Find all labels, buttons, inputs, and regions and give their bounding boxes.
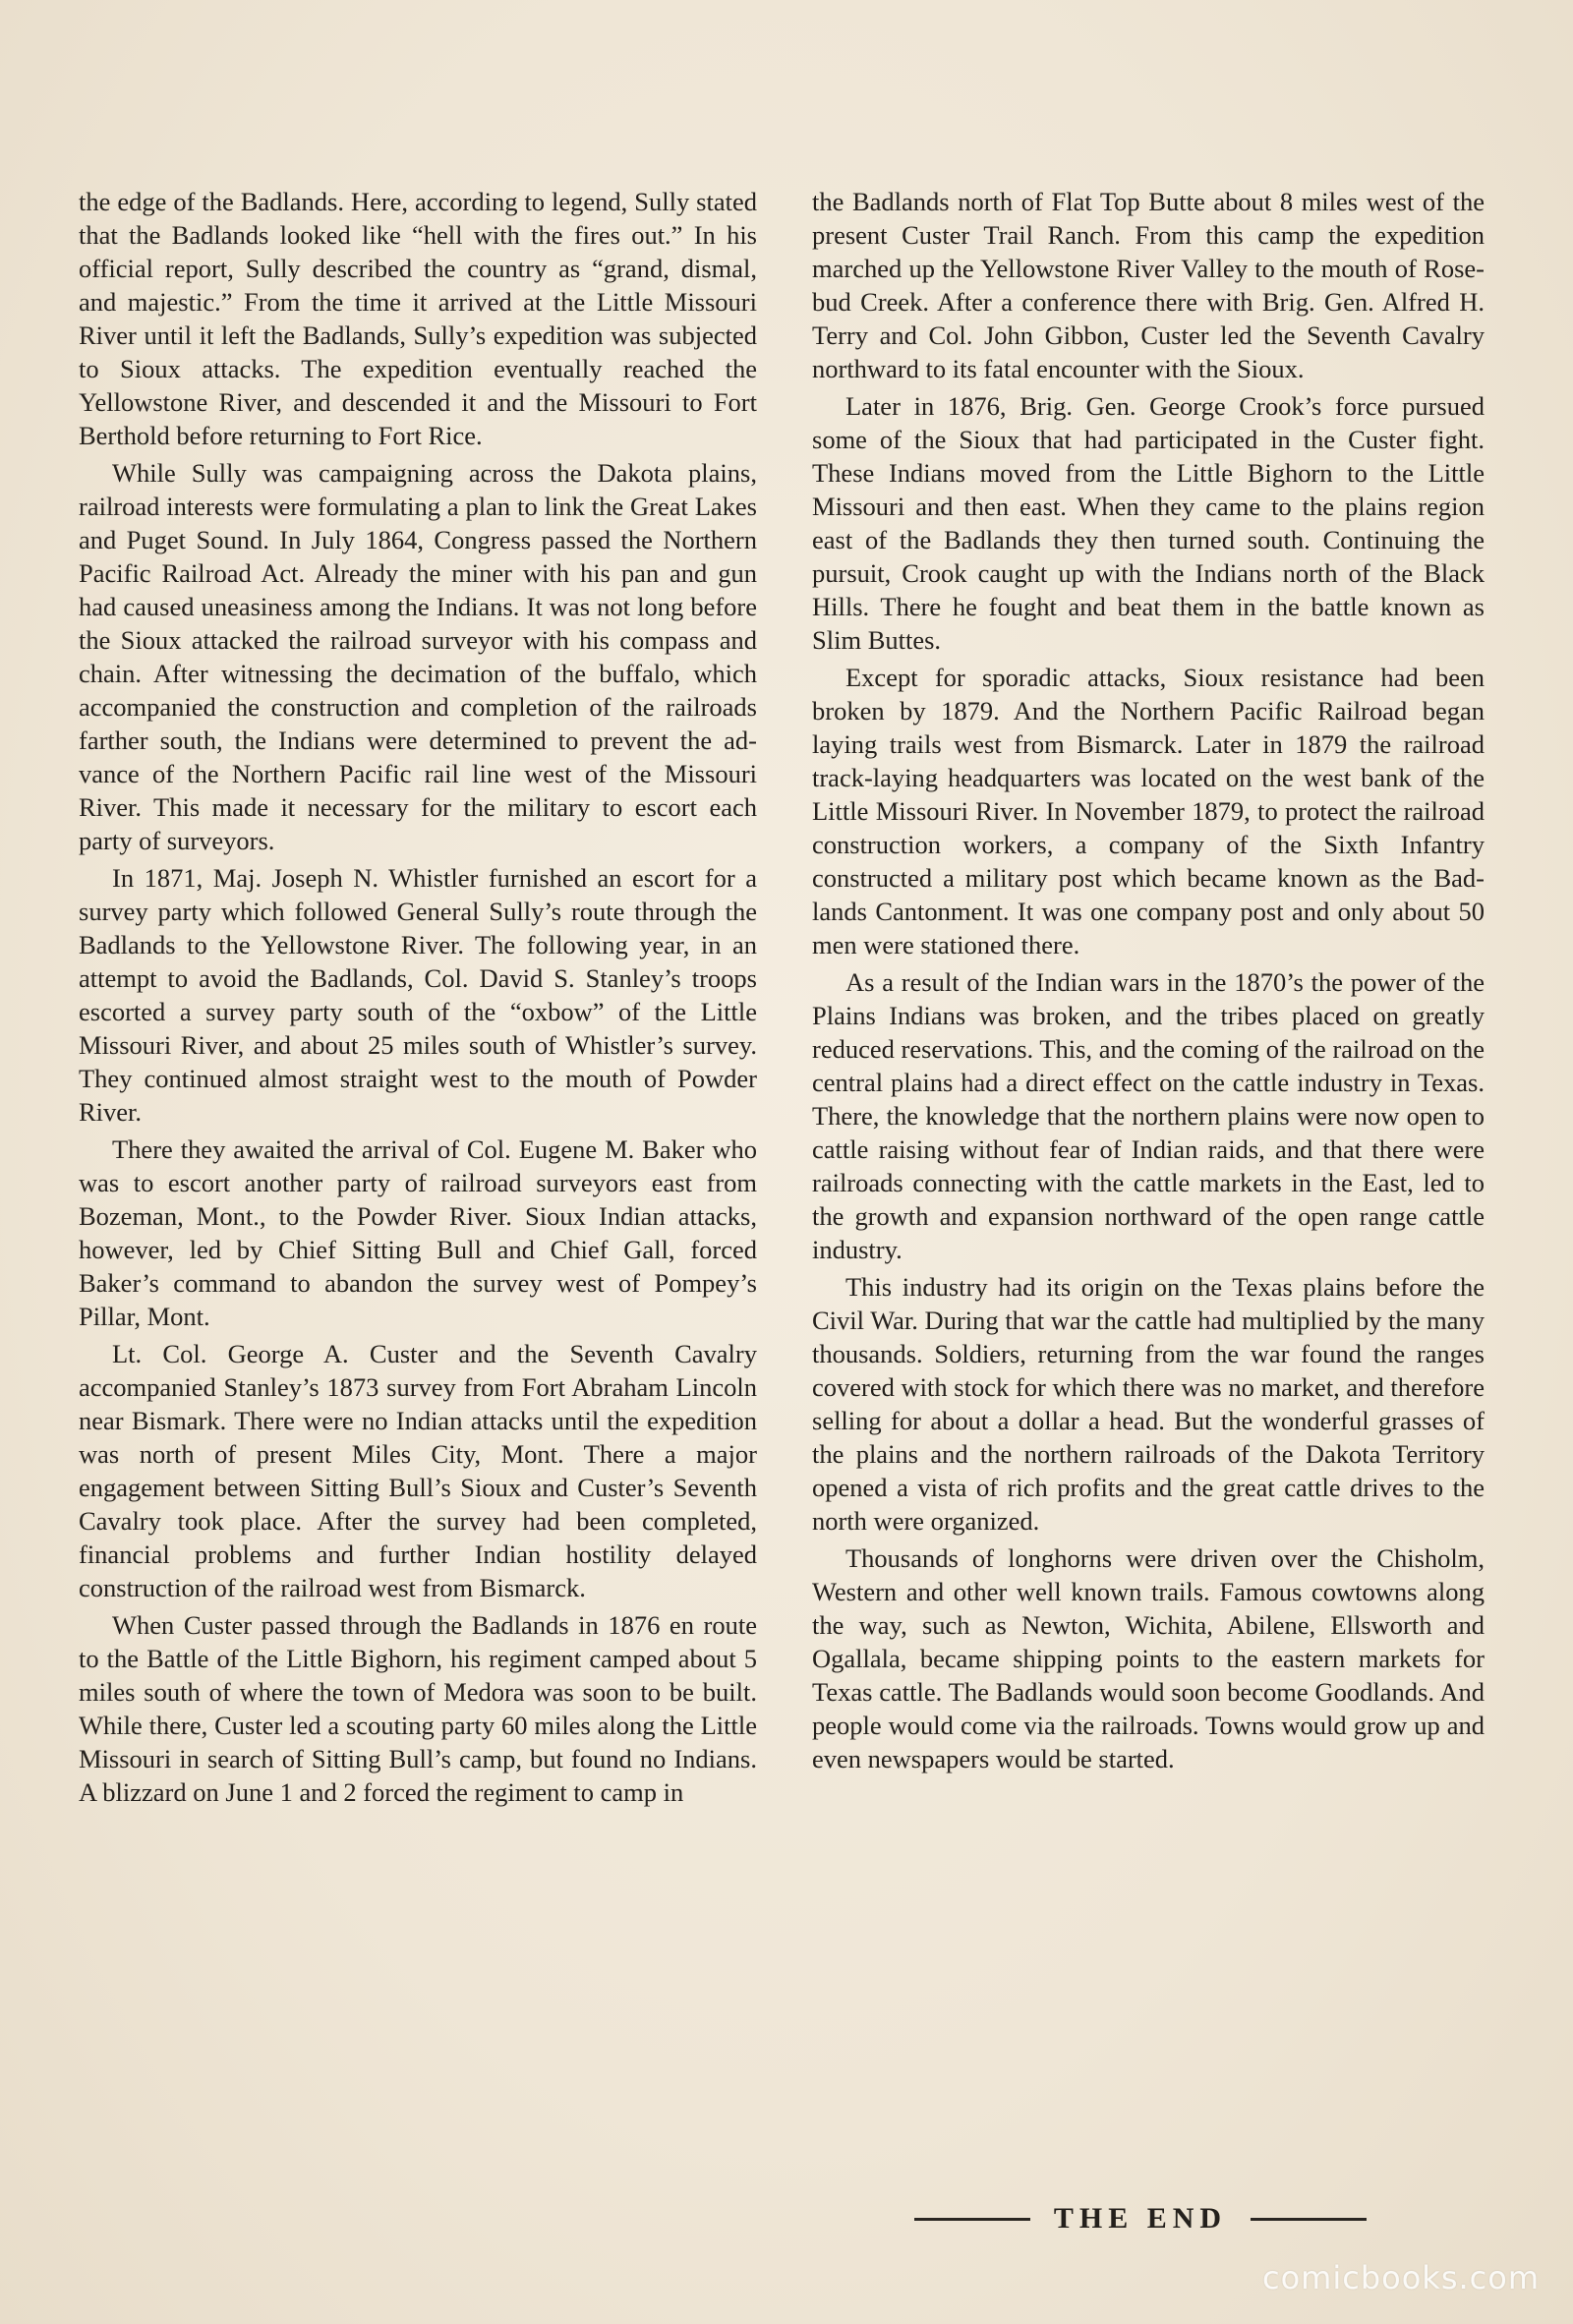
paragraph: This industry had its origin on the Texas plains before the Civil War. During that war the cattle had multiplied by the many thousands. Soldiers, returning from the war found the ranges covered with stock for which there was no market, and therefore selling for about a dollar a head. But the wonderful grasses of the plains and the northern railroads of the Dakota Territory opened a vista of rich profits and the great cattle drives to the north were organized. [812,1272,1485,1536]
paragraph: There they awaited the arrival of Col. Eugene M. Baker who was to escort another party of railroad surveyors east from Bozeman, Mont., to the Powder River. Sioux Indian attacks, however, led by Chief Sitting Bull and Chief Gall, forced Baker’s command to abandon the survey west of Pompey’s Pillar, Mont. [79,1134,757,1331]
watermark: comicbooks.com [1261,2259,1540,2296]
left-column [79,185,757,1813]
paragraph: As a result of the Indian wars in the 1870’s the power of the Plains Indians was broken, and the tribes placed on greatly reduced reservations. This, and the coming of the railroad on the central plains had a direct effect on the cattle industry in Texas. There, the knowledge that the northern plains were now open to cattle raising without fear of Indian raids, and that there were railroads connecting with the cattle markets in the East, led to the growth and expansion northward of the open range cattle industry. [812,967,1485,1264]
paragraph: the edge of the Badlands. Here, according to legend, Sully stated that the Badlands looked like “hell with the fires out.” In his official report, Sully described the country as “grand, dismal, and majestic.” From the time it arrived at the Little Missouri River until it left the Badlands, Sully’s expedition was subjected to Sioux attacks. The expedition eventually reached the Yellowstone River, and descended it and the Missouri to Fort Berthold before returning to Fort Rice. [79,187,757,450]
paragraph: In 1871, Maj. Joseph N. Whistler furnished an escort for a survey party which followed General Sully’s route through the Badlands to the Yellowstone River. The following year, in an attempt to avoid the Badlands, Col. David S. Stanley’s troops escorted a survey party south of the “oxbow” of the Little Missouri River, and about 25 miles south of Whistler’s survey. They continued almost straight west to the mouth of Powder River. [79,863,757,1127]
right-rule [1251,2218,1367,2221]
left-rule [914,2218,1030,2221]
paragraph: Thousands of longhorns were driven over the Chisholm, Western and other well known trails. Famous cowtowns along the way, such as Newton, Wichita, Abilene, Ellsworth and Ogallala, became shipping points to the eastern markets for Texas cattle. The Badlands would soon become Goodlands. And people would come via the railroads. Towns would grow up and even newspapers would be started. [812,1543,1485,1773]
the-end-marker [865,2202,1416,2236]
paragraph: When Custer passed through the Badlands in 1876 en route to the Battle of the Little Bighorn, his regiment camped about 5 miles south of where the town of Medora was soon to be built. While there, Custer led a scouting party 60 miles along the Little Missouri in search of Sitting Bull’s camp, but found no Indians. A blizzard on June 1 and 2 forced the regiment to camp in [79,1610,757,1807]
the-end-text: THE END [1053,2202,1228,2235]
paragraph: Later in 1876, Brig. Gen. George Crook’s force pursued some of the Sioux that had participated in the Custer fight. These Indians moved from the Little Bighorn to the Little Missouri and then east. When they came to the plains region east of the Badlands they then turned south. Continuing the pursuit, Crook caught up with the Indians north of the Black Hills. There he fought and beat them in the battle known as Slim Buttes. [812,391,1485,655]
paragraph: Lt. Col. George A. Custer and the Seventh Cavalry accompanied Stanley’s 1873 survey from Fort Abraham Lincoln near Bismark. There were no Indian attacks until the expedition was north of present Miles City, Mont. There a major engagement between Sitting Bull’s Sioux and Custer’s Seventh Cavalry took place. After the survey had been completed, financial problems and further Indian hostility delayed construction of the railroad west from Bismarck. [79,1339,757,1602]
paragraph: Except for sporadic attacks, Sioux resistance had been broken by 1879. And the Northern Pacific Railroad began laying trails west from Bismarck. Later in 1879 the railroad track-laying headquarters was located on the west bank of the Little Missouri River. In November 1879, to protect the railroad construction workers, a company of the Sixth Infantry constructed a military post which became known as the Badlands Cantonment. It was one company post and only about 50 men were stationed there. [812,663,1485,959]
paragraph: While Sully was campaigning across the Dakota plains, railroad interests were formulating a plan to link the Great Lakes and Puget Sound. In July 1864, Congress passed the Northern Pacific Railroad Act. Already the miner with his pan and gun had caused uneasiness among the Indians. It was not long before the Sioux attacked the railroad surveyor with his compass and chain. After witnessing the decimation of the buffalo, which accompanied the construction and completion of the railroads farther south, the Indians were determined to prevent the advance of the Northern Pacific rail line west of the Missouri River. This made it necessary for the military to escort each party of surveyors. [79,458,757,855]
right-column [812,185,1485,1779]
paragraph: the Badlands north of Flat Top Butte about 8 miles west of the present Custer Trail Ranch. From this camp the expedition marched up the Yellowstone River Valley to the mouth of Rosebud Creek. After a conference there with Brig. Gen. Alfred H. Terry and Col. John Gibbon, Custer led the Seventh Cavalry northward to its fatal encounter with the Sioux. [812,187,1485,383]
